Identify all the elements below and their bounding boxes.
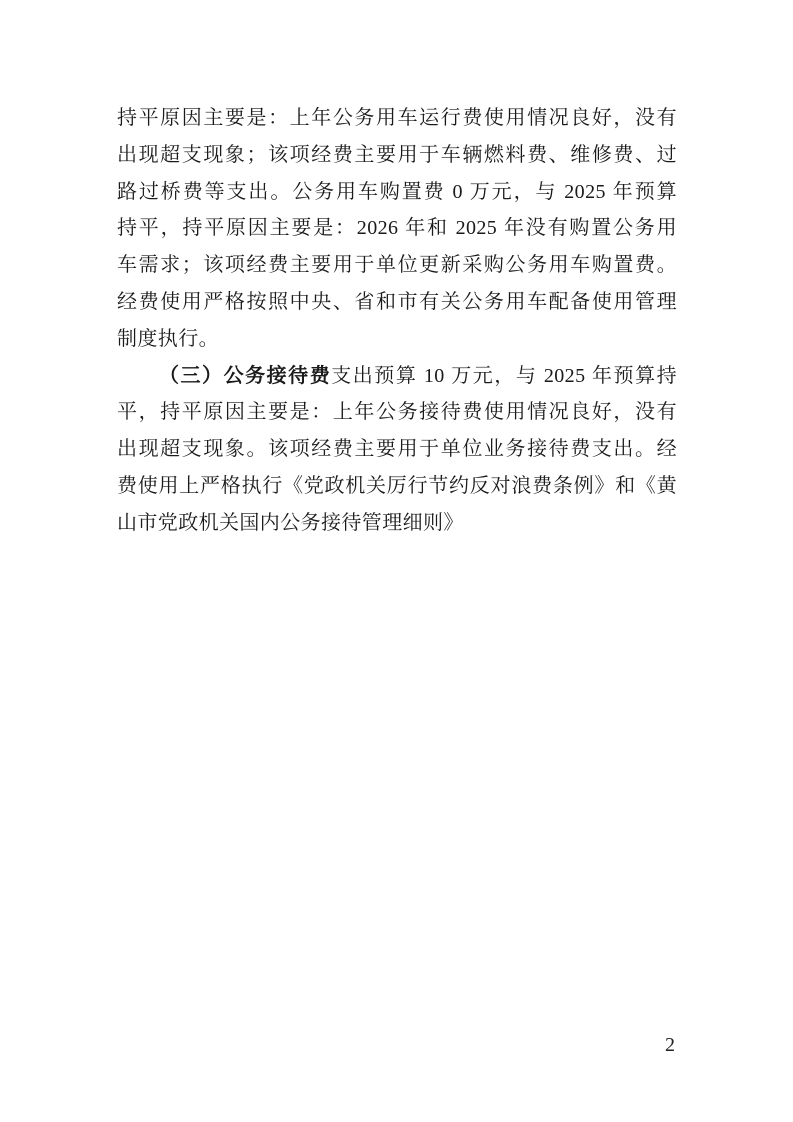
bold-text-run: （三）公务接待费 <box>159 364 332 387</box>
text-line <box>117 321 677 358</box>
page-number: 2 <box>665 1034 675 1056</box>
text-line <box>117 174 677 211</box>
text-run: 持平原因主要是：上年公务用车运行费使用情况良好，没有 <box>117 107 677 129</box>
text-run: 经费使用严格按照中央、省和市有关公务用车配备使用管理 <box>117 290 677 313</box>
text-line <box>117 210 677 247</box>
text-line <box>117 431 677 468</box>
text-run: 持平，持平原因主要是：2026 年和 2025 年没有购置公务用 <box>117 217 677 240</box>
body-text <box>117 100 677 542</box>
text-run: 山市党政机关国内公务接待管理细则》 <box>117 511 464 534</box>
text-run: 出现超支现象；该项经费主要用于车辆燃料费、维修费、过 <box>117 143 677 166</box>
text-line <box>117 468 677 505</box>
text-run: 路过桥费等支出。公务用车购置费 0 万元，与 2025 年预算 <box>117 180 677 203</box>
text-line <box>117 137 677 174</box>
text-run: 车需求；该项经费主要用于单位更新采购公务用车购置费。 <box>117 254 677 277</box>
text-line <box>117 284 677 321</box>
text-line <box>117 100 677 137</box>
text-line <box>117 505 677 542</box>
text-run: 支出预算 10 万元，与 2025 年预算持 <box>331 364 677 387</box>
text-run: 制度执行。 <box>117 327 219 350</box>
text-run: 出现超支现象。该项经费主要用于单位业务接待费支出。经 <box>117 438 677 461</box>
text-line <box>117 394 677 431</box>
text-line <box>117 358 677 395</box>
text-run: 费使用上严格执行《党政机关厉行节约反对浪费条例》和《黄 <box>117 474 677 497</box>
text-run: 平，持平原因主要是：上年公务接待费使用情况良好，没有 <box>117 401 677 424</box>
text-line <box>117 247 677 284</box>
